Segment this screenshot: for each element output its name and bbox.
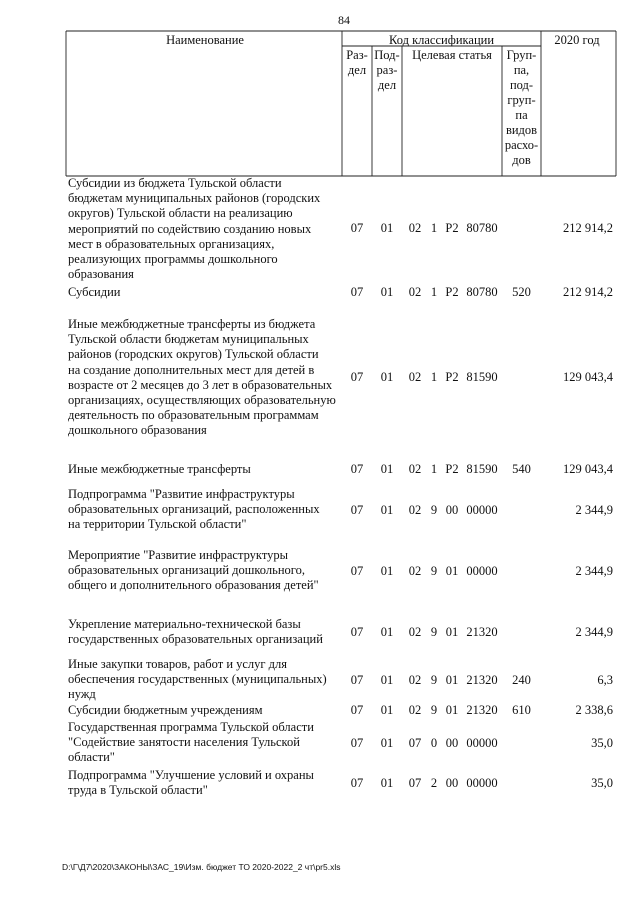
row-target-part3: P2 bbox=[445, 285, 459, 299]
row-razdel: 07 bbox=[350, 625, 364, 639]
row-target-part2: 1 bbox=[430, 462, 438, 476]
row-razdel: 07 bbox=[350, 736, 364, 750]
row-target-part3: 01 bbox=[445, 625, 459, 639]
row-target-part3: P2 bbox=[445, 370, 459, 384]
row-name-line: реализующих программы дошкольного bbox=[68, 252, 278, 267]
header-group bbox=[502, 48, 541, 168]
row-name bbox=[68, 487, 346, 533]
header-razdel-line: Раз- bbox=[346, 48, 368, 62]
row-name-line: труда в Тульской области" bbox=[68, 783, 208, 798]
row-name bbox=[68, 285, 346, 300]
row-razdel: 07 bbox=[350, 221, 364, 235]
row-name bbox=[68, 703, 346, 718]
row-target-part1: 07 bbox=[408, 776, 422, 790]
row-target-part3: 00 bbox=[445, 776, 459, 790]
row-name-line: Укрепление материально-технической базы bbox=[68, 617, 301, 631]
header-group-line: па bbox=[515, 108, 528, 122]
table-header-grid bbox=[0, 0, 640, 180]
row-razdel: 07 bbox=[350, 673, 364, 687]
row-name-line: Субсидии из бюджета Тульской области bbox=[68, 176, 282, 190]
row-target-part2: 9 bbox=[430, 564, 438, 578]
header-name: Наименование bbox=[166, 33, 244, 47]
row-target-part4: 81590 bbox=[466, 462, 498, 476]
row-target-part4: 81590 bbox=[466, 370, 498, 384]
row-podrazdel: 01 bbox=[380, 564, 394, 578]
row-sum: 212 914,2 bbox=[563, 221, 613, 235]
row-sum: 35,0 bbox=[591, 776, 613, 790]
row-target-part1: 02 bbox=[408, 221, 422, 235]
row-sum: 6,3 bbox=[597, 673, 613, 687]
row-podrazdel: 01 bbox=[380, 370, 394, 384]
row-target-part2: 1 bbox=[430, 221, 438, 235]
row-sum: 2 338,6 bbox=[575, 703, 613, 717]
header-group-line: дов bbox=[512, 153, 531, 167]
row-name-line: Субсидии бюджетным учреждениям bbox=[68, 703, 263, 717]
row-target-part1: 02 bbox=[408, 564, 422, 578]
row-name bbox=[68, 548, 346, 594]
row-podrazdel: 01 bbox=[380, 462, 394, 476]
row-name-line: округов) Тульской области на реализацию bbox=[68, 206, 293, 221]
row-target-part4: 00000 bbox=[466, 503, 498, 517]
row-name-line: общего и дополнительного образования детей" bbox=[68, 578, 319, 593]
row-razdel: 07 bbox=[350, 776, 364, 790]
row-name-line: обеспечения государственных (муниципальных) bbox=[68, 672, 327, 687]
header-group-line: груп- bbox=[507, 93, 536, 107]
header-podrazdel-line: дел bbox=[377, 78, 397, 92]
row-name bbox=[68, 657, 346, 703]
row-target-part2: 1 bbox=[430, 285, 438, 299]
row-target-part4: 80780 bbox=[466, 221, 498, 235]
row-name-line: "Содействие занятости населения Тульской bbox=[68, 735, 300, 750]
header-group-line: расхо- bbox=[504, 138, 539, 152]
header-podrazdel bbox=[372, 48, 402, 93]
row-target-part4: 21320 bbox=[466, 703, 498, 717]
row-podrazdel: 01 bbox=[380, 625, 394, 639]
header-group-line: под- bbox=[509, 78, 534, 92]
row-name-line: на создание дополнительных мест для детей в bbox=[68, 362, 315, 377]
row-target-part3: P2 bbox=[445, 462, 459, 476]
page-number: 84 bbox=[338, 13, 350, 27]
row-name-line: образовательных организаций, расположенных bbox=[68, 502, 320, 517]
header-code-group: Код классификации bbox=[388, 33, 495, 47]
row-podrazdel: 01 bbox=[380, 503, 394, 517]
row-name bbox=[68, 176, 346, 282]
header-year: 2020 год bbox=[554, 33, 600, 47]
row-target-part1: 07 bbox=[408, 736, 422, 750]
row-target-part3: 00 bbox=[445, 503, 459, 517]
file-path-footer: D:\Г\Д7\2020\ЗАКОНЫ\ЗАС_19\Изм. бюджет ТО 2020-2022_2 чт\pr5.xls bbox=[62, 862, 341, 872]
header-razdel-line: дел bbox=[347, 63, 367, 77]
header-group-line: видов bbox=[505, 123, 538, 137]
row-name bbox=[68, 462, 346, 477]
row-name-line: дошкольного образования bbox=[68, 423, 207, 438]
row-razdel: 07 bbox=[350, 703, 364, 717]
row-target-part4: 80780 bbox=[466, 285, 498, 299]
row-name-line: бюджетам муниципальных районов (городских bbox=[68, 191, 321, 206]
row-sum: 2 344,9 bbox=[575, 564, 613, 578]
row-podrazdel: 01 bbox=[380, 703, 394, 717]
row-target-part4: 00000 bbox=[466, 776, 498, 790]
row-name-line: Подпрограмма "Развитие инфраструктуры bbox=[68, 487, 295, 501]
row-target-part4: 21320 bbox=[466, 625, 498, 639]
row-target-part3: 00 bbox=[445, 736, 459, 750]
row-sum: 2 344,9 bbox=[575, 625, 613, 639]
row-sum: 2 344,9 bbox=[575, 503, 613, 517]
row-group: 540 bbox=[512, 462, 531, 476]
row-name-line: районов (городских округов) Тульской области bbox=[68, 347, 319, 362]
row-name-line: мест в образовательных организациях, bbox=[68, 236, 275, 251]
row-target-part3: 01 bbox=[445, 564, 459, 578]
row-target-part2: 2 bbox=[430, 776, 438, 790]
row-name-line: Иные закупки товаров, работ и услуг для bbox=[68, 657, 288, 671]
row-razdel: 07 bbox=[350, 370, 364, 384]
row-target-part4: 21320 bbox=[466, 673, 498, 687]
row-name-line: области" bbox=[68, 750, 115, 765]
row-name-line: Государственная программа Тульской области bbox=[68, 720, 314, 734]
row-sum: 129 043,4 bbox=[563, 462, 613, 476]
row-target-part3: 01 bbox=[445, 673, 459, 687]
row-name-line: организациях, осуществляющих образовательную bbox=[68, 393, 336, 408]
row-target-part1: 02 bbox=[408, 285, 422, 299]
row-razdel: 07 bbox=[350, 564, 364, 578]
row-razdel: 07 bbox=[350, 462, 364, 476]
row-target-part2: 9 bbox=[430, 703, 438, 717]
row-target-part1: 02 bbox=[408, 503, 422, 517]
row-podrazdel: 01 bbox=[380, 776, 394, 790]
row-target-part2: 1 bbox=[430, 370, 438, 384]
row-name bbox=[68, 317, 346, 439]
row-target-part2: 9 bbox=[430, 503, 438, 517]
row-target-part1: 02 bbox=[408, 462, 422, 476]
row-group: 240 bbox=[512, 673, 531, 687]
row-target-part2: 9 bbox=[430, 673, 438, 687]
row-target-part3: P2 bbox=[445, 221, 459, 235]
row-target-part1: 02 bbox=[408, 703, 422, 717]
row-name-line: Иные межбюджетные трансферты из бюджета bbox=[68, 317, 316, 331]
header-razdel bbox=[342, 48, 372, 78]
row-name-line: деятельность по образовательным программам bbox=[68, 408, 319, 423]
row-name-line: государственных образовательных организаций bbox=[68, 632, 323, 647]
row-name-line: Субсидии bbox=[68, 285, 121, 299]
row-target-part2: 0 bbox=[430, 736, 438, 750]
row-podrazdel: 01 bbox=[380, 285, 394, 299]
row-name-line: мероприятий по содействию созданию новых bbox=[68, 221, 312, 236]
row-target-part4: 00000 bbox=[466, 564, 498, 578]
row-group: 610 bbox=[512, 703, 531, 717]
row-podrazdel: 01 bbox=[380, 673, 394, 687]
row-name bbox=[68, 617, 346, 647]
row-sum: 212 914,2 bbox=[563, 285, 613, 299]
row-name-line: нужд bbox=[68, 687, 96, 702]
row-sum: 35,0 bbox=[591, 736, 613, 750]
row-podrazdel: 01 bbox=[380, 736, 394, 750]
row-name-line: на территории Тульской области" bbox=[68, 517, 247, 532]
row-group: 520 bbox=[512, 285, 531, 299]
row-name-line: Иные межбюджетные трансферты bbox=[68, 462, 251, 476]
row-target-part2: 9 bbox=[430, 625, 438, 639]
header-target: Целевая статья bbox=[412, 48, 492, 62]
row-razdel: 07 bbox=[350, 503, 364, 517]
row-target-part4: 00000 bbox=[466, 736, 498, 750]
row-podrazdel: 01 bbox=[380, 221, 394, 235]
row-target-part1: 02 bbox=[408, 370, 422, 384]
row-name-line: Мероприятие "Развитие инфраструктуры bbox=[68, 548, 289, 562]
row-name-line: Подпрограмма "Улучшение условий и охраны bbox=[68, 768, 314, 782]
header-podrazdel-line: Под- bbox=[374, 48, 400, 62]
header-group-line: па, bbox=[513, 63, 530, 77]
row-target-part1: 02 bbox=[408, 673, 422, 687]
header-podrazdel-line: раз- bbox=[376, 63, 398, 77]
row-name-line: образования bbox=[68, 267, 134, 282]
row-name-line: возрасте от 2 месяцев до 3 лет в образовательных bbox=[68, 377, 333, 392]
row-name bbox=[68, 720, 346, 766]
row-sum: 129 043,4 bbox=[563, 370, 613, 384]
row-target-part1: 02 bbox=[408, 625, 422, 639]
row-target-part3: 01 bbox=[445, 703, 459, 717]
row-name-line: образовательных организаций дошкольного, bbox=[68, 563, 305, 578]
row-name-line: Тульской области бюджетам муниципальных bbox=[68, 332, 309, 347]
row-razdel: 07 bbox=[350, 285, 364, 299]
header-group-line: Груп- bbox=[506, 48, 537, 62]
row-name bbox=[68, 768, 346, 798]
